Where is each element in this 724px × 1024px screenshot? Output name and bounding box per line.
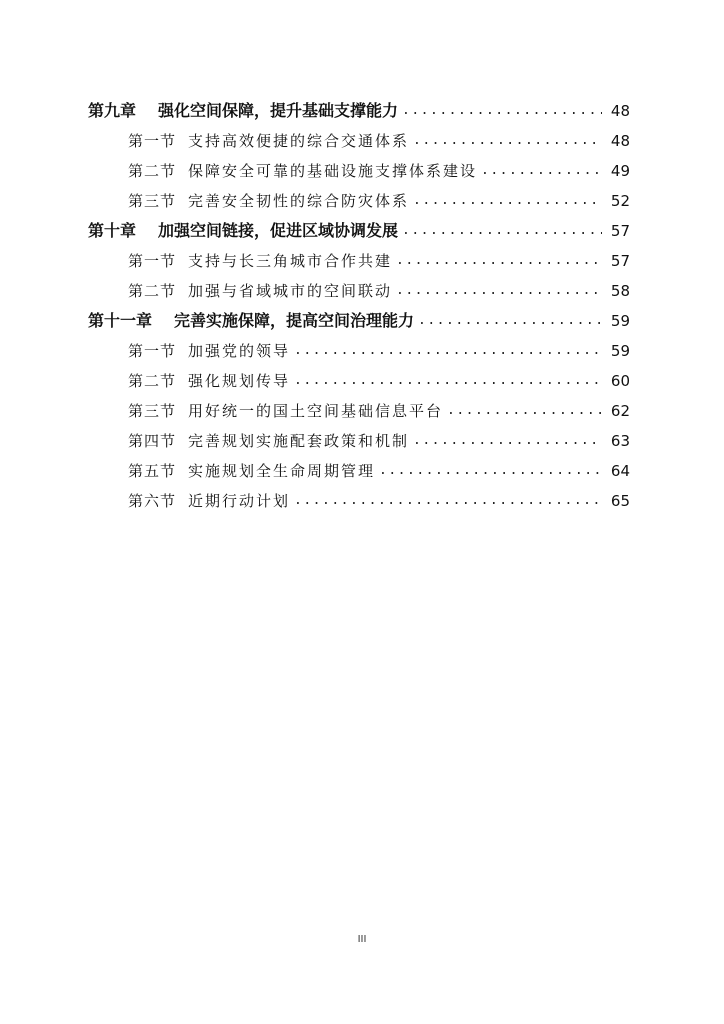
toc-number: 第四节 (128, 432, 177, 450)
toc-title: 加强党的领导 (188, 342, 291, 360)
toc-title: 用好统一的国土空间基础信息平台 (188, 402, 444, 420)
toc-page-number: 57 (610, 252, 630, 270)
dot-leader (294, 340, 602, 362)
dot-leader (294, 490, 602, 512)
toc-title: 完善实施保障，提高空间治理能力 (174, 311, 415, 330)
dot-leader (402, 220, 602, 242)
toc-title: 强化规划传导 (188, 372, 291, 390)
dot-leader (294, 370, 602, 392)
toc-title: 加强与省域城市的空间联动 (188, 282, 393, 300)
dot-leader (413, 190, 602, 212)
toc-number: 第三节 (128, 192, 177, 210)
toc-page-number: 52 (610, 192, 630, 210)
toc-chapter-10[interactable] (88, 212, 630, 242)
toc-title: 保障安全可靠的基础设施支撑体系建设 (188, 162, 478, 180)
toc-number: 第九章 (88, 101, 137, 120)
toc-page-number: 62 (610, 402, 630, 420)
toc-page-number: 65 (610, 492, 630, 510)
toc-title: 强化空间保障，提升基础支撑能力 (158, 101, 399, 120)
toc-section-11-1[interactable] (88, 332, 630, 362)
toc-section-11-4[interactable] (88, 422, 630, 452)
dot-leader (396, 250, 602, 272)
toc-title: 完善安全韧性的综合防灾体系 (188, 192, 410, 210)
toc-section-9-3[interactable] (88, 182, 630, 212)
toc-page-number: 48 (610, 102, 630, 120)
footer-page-number: III (357, 934, 367, 945)
toc-title: 完善规划实施配套政策和机制 (188, 432, 410, 450)
toc-title: 加强空间链接，促进区域协调发展 (158, 221, 399, 240)
toc-page-number: 59 (610, 312, 630, 330)
toc-page-number: 57 (610, 222, 630, 240)
toc-section-11-5[interactable] (88, 452, 630, 482)
table-of-contents (88, 92, 630, 512)
dot-leader (447, 400, 602, 422)
toc-page-number: 59 (610, 342, 630, 360)
toc-page-number: 64 (610, 462, 630, 480)
toc-title: 实施规划全生命周期管理 (188, 462, 376, 480)
dot-leader (402, 100, 602, 122)
toc-page-number: 60 (610, 372, 630, 390)
toc-number: 第二节 (128, 162, 177, 180)
toc-section-9-1[interactable] (88, 122, 630, 152)
toc-section-10-1[interactable] (88, 242, 630, 272)
toc-number: 第十章 (88, 221, 137, 240)
toc-page-number: 49 (610, 162, 630, 180)
toc-section-11-6[interactable] (88, 482, 630, 512)
toc-number: 第二节 (128, 282, 177, 300)
dot-leader (396, 280, 602, 302)
dot-leader (481, 160, 602, 182)
dot-leader (413, 130, 602, 152)
toc-number: 第一节 (128, 342, 177, 360)
toc-title: 支持与长三角城市合作共建 (188, 252, 393, 270)
toc-page-number: 48 (610, 132, 630, 150)
toc-number: 第十一章 (88, 311, 153, 330)
toc-number: 第二节 (128, 372, 177, 390)
toc-chapter-9[interactable] (88, 92, 630, 122)
toc-chapter-11[interactable] (88, 302, 630, 332)
dot-leader (413, 430, 602, 452)
toc-number: 第五节 (128, 462, 177, 480)
toc-number: 第一节 (128, 252, 177, 270)
toc-title: 近期行动计划 (188, 492, 291, 510)
dot-leader (379, 460, 602, 482)
toc-section-9-2[interactable] (88, 152, 630, 182)
toc-page-number: 63 (610, 432, 630, 450)
toc-section-11-2[interactable] (88, 362, 630, 392)
toc-number: 第一节 (128, 132, 177, 150)
toc-section-10-2[interactable] (88, 272, 630, 302)
toc-number: 第六节 (128, 492, 177, 510)
dot-leader (418, 310, 602, 332)
toc-page-number: 58 (610, 282, 630, 300)
toc-title: 支持高效便捷的综合交通体系 (188, 132, 410, 150)
toc-section-11-3[interactable] (88, 392, 630, 422)
toc-number: 第三节 (128, 402, 177, 420)
